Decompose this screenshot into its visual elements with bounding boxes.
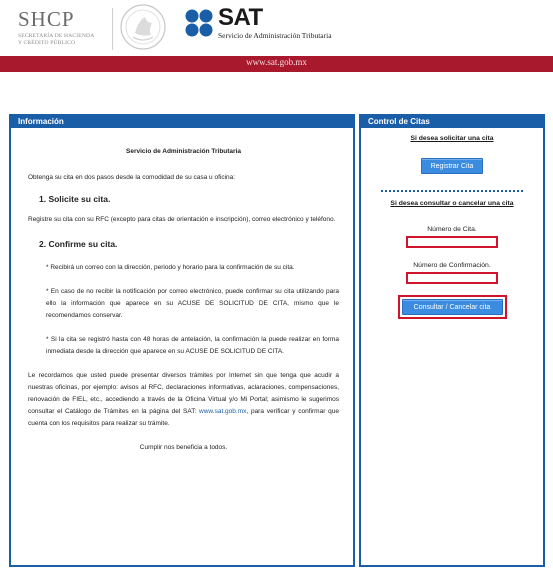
confirmation-number-label: Número de Confirmación. [413,262,491,269]
section-divider [381,190,523,192]
consult-cancel-appointment-button[interactable]: Consultar / Cancelar cita [402,299,503,315]
control-panel-body [361,135,543,319]
register-appointment-button[interactable]: Registrar Cita [421,158,483,174]
shcp-logo-subtitle-2: Y CRÉDITO PÚBLICO [18,40,76,46]
recommendation-text: Le recordamos que usted puede presentar diversos trámites por Internet sin que tenga que acudir a nuestras oficinas, por ejemplo: avisos al RFC, declaraciones informativas, aclaraciones, compensaciones, renovación de FIEL, etc., accediendo a través de la Oficina Virtual y/o Mi Portal; asimismo le sugerimos consultar el Catálogo de Trámites en la página del SAT: [28,372,339,415]
info-closing: Cumplir nos beneficia a todos. [139,444,228,451]
note-1: * Recibirá un correo con la dirección, periodo y horario para la confirmación de su cita. [46,264,295,271]
site-url[interactable]: www.sat.gob.mx [246,57,307,67]
appointment-number-label: Número de Cita. [427,226,477,233]
info-title: Servicio de Administración Tributaria [126,148,241,155]
mexico-seal-icon [119,3,167,51]
information-panel-heading: Información [11,116,353,128]
shcp-logo [18,8,113,47]
sat-website-link[interactable]: www.sat.gob.mx [199,408,247,415]
url-banner [0,56,553,72]
sat-logo [184,4,354,48]
sat-logo-text: SAT [218,4,263,31]
site-header [0,0,553,56]
sat-logo-dots-icon [184,8,214,38]
header-divider [112,8,113,50]
cancel-button-highlight [398,295,507,319]
appointment-control-panel [359,114,545,567]
consult-appointment-prompt: Si desea consultar o cancelar una cita [390,200,514,207]
step-1-text: Registre su cita con su RFC (excepto para citas de orientación e inscripción), correo electrónico y teléfono. [28,216,336,223]
info-recommendation [28,370,339,430]
step-2-heading: 2. Confirme su cita. [39,239,118,249]
info-intro: Obtenga su cita en dos pasos desde la comodidad de su casa u oficina: [28,174,236,181]
note-3: * Si la cita se registró hasta con 48 horas de antelación, la confirmación la puede realizar en forma inmediata desde la dirección que aparece en su ACUSE DE SOLICITUD DE CITA. [46,336,339,355]
shcp-logo-text: SHCP [18,7,75,31]
information-panel-body [11,146,353,454]
control-panel-heading: Control de Citas [361,116,543,128]
note-2: * En caso de no recibir la notificación por correo electrónico, puede confirmar su cita utilizando para ello la información que aparece en su ACUSE DE SOLICITUD DE CITA, mismo que le recomendamos conservar. [46,288,339,319]
sat-logo-subtitle: Servicio de Administración Tributaria [218,31,332,40]
request-appointment-prompt: Si desea solicitar una cita [410,135,494,142]
shcp-logo-subtitle-1: SECRETARÍA DE HACIENDA [18,33,95,39]
confirmation-number-input[interactable] [406,272,498,284]
recommendation-text-end: , para verificar y confirmar que cuenta con los requisitos para realizar su trámite. [28,408,339,427]
step-1-heading: 1. Solicite su cita. [39,194,111,204]
information-panel [9,114,355,567]
appointment-number-input[interactable] [406,236,498,248]
